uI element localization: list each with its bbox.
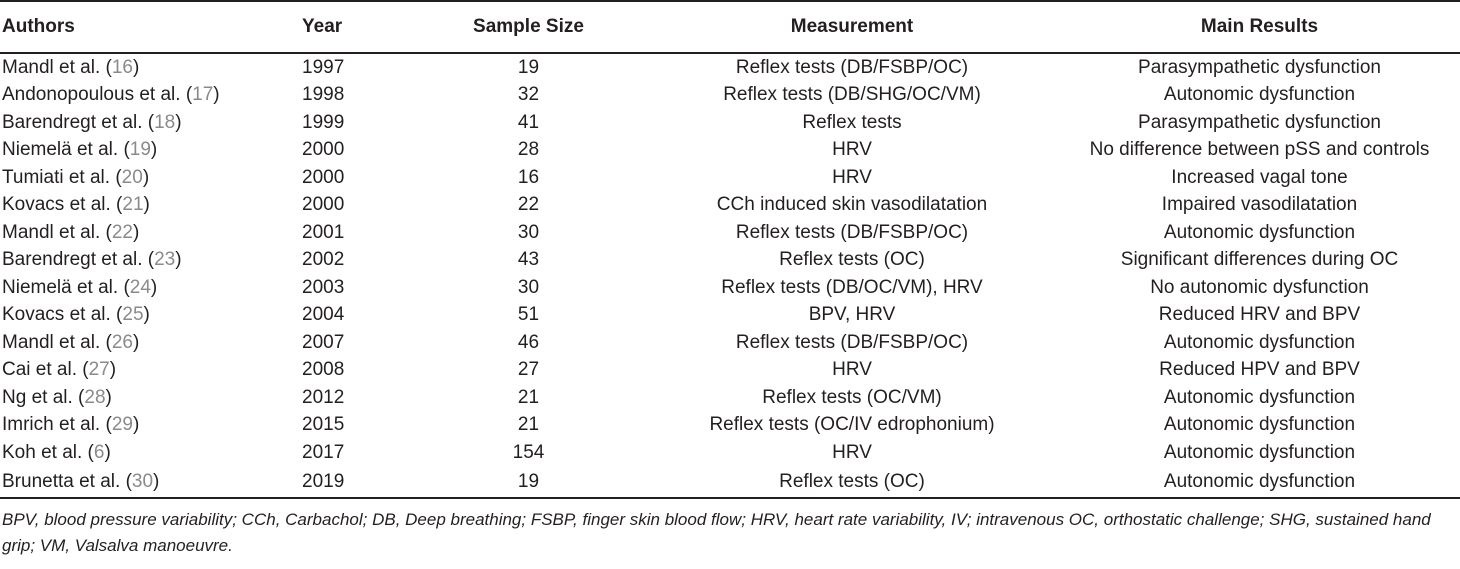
- table-row: [0, 219, 1460, 247]
- reference-link[interactable]: 26: [111, 331, 133, 353]
- year-cell: 2019: [300, 467, 412, 498]
- year-cell: 2017: [302, 441, 345, 463]
- header-main-results: Main Results: [1059, 1, 1460, 53]
- result-cell: Significant differences during OC: [1120, 249, 1399, 271]
- author-name: Andonopoulous et al.: [2, 84, 181, 106]
- header-row: [0, 1, 1460, 53]
- sample-size-cell: 154: [512, 441, 545, 463]
- reference-link[interactable]: 18: [154, 111, 176, 133]
- measurement-cell: Reflex tests (DB/FSBP/OC): [735, 221, 969, 243]
- sample-size-cell: 22: [517, 194, 540, 216]
- table-row: [0, 164, 1460, 192]
- result-cell: Autonomic dysfunction: [1163, 221, 1356, 243]
- table-row: [0, 274, 1460, 302]
- year-cell: 2015: [302, 414, 345, 436]
- sample-size-cell: 27: [517, 359, 540, 381]
- measurement-cell: Reflex tests (DB/FSBP/OC): [735, 331, 969, 353]
- year-cell: 2007: [302, 331, 345, 353]
- author-cell: Brunetta et al. (30): [0, 467, 300, 498]
- measurement-cell: Reflex tests: [802, 111, 902, 133]
- reference-link[interactable]: 20: [121, 166, 143, 188]
- measurement-cell: Reflex tests (DB/OC/VM), HRV: [721, 276, 983, 298]
- result-cell: Autonomic dysfunction: [1163, 414, 1356, 436]
- author-name: Niemelä et al.: [2, 276, 119, 298]
- measurement-cell: CCh induced skin vasodilatation: [716, 194, 988, 216]
- measurement-cell: HRV: [832, 139, 872, 161]
- author-cell: Mandl et al. (26): [2, 331, 140, 353]
- measurement-cell: HRV: [832, 359, 872, 381]
- result-cell: Autonomic dysfunction: [1163, 84, 1356, 106]
- table-row: [0, 439, 1460, 467]
- sample-size-cell: 43: [517, 249, 540, 271]
- result-cell: Autonomic dysfunction: [1163, 386, 1356, 408]
- header-year: Year: [300, 1, 412, 53]
- author-name: Barendregt et al.: [2, 111, 143, 133]
- result-cell: No difference between pSS and controls: [1089, 139, 1430, 161]
- table-row: [0, 329, 1460, 357]
- author-name: Ng et al.: [2, 386, 73, 408]
- author-name: Kovacs et al.: [2, 194, 111, 216]
- year-cell: 1997: [302, 56, 345, 78]
- reference-link[interactable]: 28: [84, 386, 106, 408]
- author-cell: Tumiati et al. (20): [2, 166, 150, 188]
- result-cell: Reduced HPV and BPV: [1159, 359, 1360, 381]
- table-footnote: BPV, blood pressure variability; CCh, Carbachol; DB, Deep breathing; FSBP, finger skin blood flow; HRV, heart rate variability, IV; intravenous OC, orthostatic challenge; SHG, sustained hand grip; VM, Valsalva manoeuvre.: [2, 509, 1431, 555]
- author-name: Brunetta et al.: [2, 470, 121, 492]
- sample-size-cell: 19: [412, 467, 645, 498]
- header-measurement: Measurement: [645, 1, 1059, 53]
- reference-link[interactable]: 27: [88, 359, 110, 381]
- table-row: [0, 137, 1460, 165]
- sample-size-cell: 32: [517, 84, 540, 106]
- reference-link[interactable]: 6: [93, 441, 105, 463]
- result-cell: No autonomic dysfunction: [1150, 276, 1369, 298]
- author-cell: Cai et al. (27): [2, 359, 117, 381]
- author-cell: Niemelä et al. (24): [2, 276, 158, 298]
- table-row: [0, 467, 1460, 498]
- author-name: Tumiati et al.: [2, 166, 111, 188]
- header-sample-size: Sample Size: [412, 1, 645, 53]
- result-cell: Autonomic dysfunction: [1163, 331, 1356, 353]
- result-cell: Reduced HRV and BPV: [1158, 304, 1361, 326]
- author-cell: Niemelä et al. (19): [2, 139, 158, 161]
- measurement-cell: Reflex tests (OC/VM): [762, 386, 942, 408]
- sample-size-cell: 30: [517, 276, 540, 298]
- measurement-cell: HRV: [832, 441, 872, 463]
- reference-link[interactable]: 16: [111, 56, 133, 78]
- year-cell: 1999: [302, 111, 345, 133]
- sample-size-cell: 21: [517, 386, 540, 408]
- reference-link[interactable]: 22: [111, 221, 133, 243]
- author-name: Mandl et al.: [2, 331, 101, 353]
- sample-size-cell: 21: [517, 414, 540, 436]
- year-cell: 2008: [302, 359, 345, 381]
- table-row: [0, 302, 1460, 330]
- sample-size-cell: 16: [517, 166, 540, 188]
- author-name: Mandl et al.: [2, 56, 101, 78]
- author-name: Koh et al.: [2, 441, 83, 463]
- year-cell: 2000: [302, 194, 345, 216]
- table-row: [0, 384, 1460, 412]
- table-row: [0, 357, 1460, 385]
- author-cell: Ng et al. (28): [2, 386, 112, 408]
- sample-size-cell: 46: [517, 331, 540, 353]
- sample-size-cell: 28: [517, 139, 540, 161]
- table-body: [0, 53, 1460, 498]
- result-cell: Autonomic dysfunction: [1059, 467, 1460, 498]
- measurement-cell: Reflex tests (DB/SHG/OC/VM): [723, 84, 981, 106]
- reference-link[interactable]: 29: [111, 414, 133, 436]
- sample-size-cell: 41: [517, 111, 540, 133]
- sample-size-cell: 30: [517, 221, 540, 243]
- result-cell: Parasympathetic dysfunction: [1138, 56, 1381, 78]
- year-cell: 2001: [302, 221, 345, 243]
- sample-size-cell: 51: [517, 304, 540, 326]
- author-name: Cai et al.: [2, 359, 77, 381]
- reference-link[interactable]: 24: [129, 276, 151, 298]
- year-cell: 2000: [302, 166, 345, 188]
- reference-link[interactable]: 21: [122, 194, 144, 216]
- reference-link[interactable]: 30: [131, 470, 154, 492]
- author-name: Imrich et al.: [2, 414, 101, 436]
- author-cell: Barendregt et al. (18): [2, 111, 182, 133]
- year-cell: 1998: [302, 84, 345, 106]
- author-cell: Kovacs et al. (21): [2, 194, 150, 216]
- measurement-cell: BPV, HRV: [808, 304, 896, 326]
- author-name: Niemelä et al.: [2, 139, 119, 161]
- measurement-cell: HRV: [832, 166, 872, 188]
- author-cell: Mandl et al. (16): [2, 56, 140, 78]
- author-name: Mandl et al.: [2, 221, 101, 243]
- year-cell: 2002: [302, 249, 345, 271]
- result-cell: Increased vagal tone: [1171, 166, 1348, 188]
- table-row: [0, 412, 1460, 440]
- measurement-cell: Reflex tests (OC): [645, 467, 1059, 498]
- measurement-cell: Reflex tests (OC): [779, 249, 925, 271]
- result-cell: Impaired vasodilatation: [1161, 194, 1358, 216]
- measurement-cell: Reflex tests (OC/IV edrophonium): [709, 414, 995, 436]
- year-cell: 2003: [302, 276, 345, 298]
- year-cell: 2012: [302, 386, 345, 408]
- sample-size-cell: 19: [517, 56, 540, 78]
- author-cell: Imrich et al. (29): [2, 414, 140, 436]
- author-cell: Kovacs et al. (25): [2, 304, 150, 326]
- table-row: [0, 247, 1460, 275]
- reference-link[interactable]: 17: [192, 84, 214, 106]
- author-cell: Barendregt et al. (23): [2, 249, 182, 271]
- table-row: [0, 109, 1460, 137]
- year-cell: 2004: [302, 304, 345, 326]
- measurement-cell: Reflex tests (DB/FSBP/OC): [735, 56, 969, 78]
- author-cell: Koh et al. (6): [2, 441, 111, 463]
- table-header: [0, 1, 1460, 53]
- reference-link[interactable]: 23: [154, 249, 176, 271]
- header-authors: Authors: [0, 1, 300, 53]
- reference-link[interactable]: 19: [129, 139, 151, 161]
- result-cell: Autonomic dysfunction: [1163, 441, 1356, 463]
- author-name: Kovacs et al.: [2, 304, 111, 326]
- table-row: [0, 53, 1460, 82]
- table-row: [0, 82, 1460, 110]
- year-cell: 2000: [302, 139, 345, 161]
- reference-link[interactable]: 25: [122, 304, 144, 326]
- author-cell: Andonopoulous et al. (17): [2, 84, 220, 106]
- result-cell: Parasympathetic dysfunction: [1138, 111, 1381, 133]
- table-row: [0, 192, 1460, 220]
- author-cell: Mandl et al. (22): [2, 221, 140, 243]
- author-name: Barendregt et al.: [2, 249, 143, 271]
